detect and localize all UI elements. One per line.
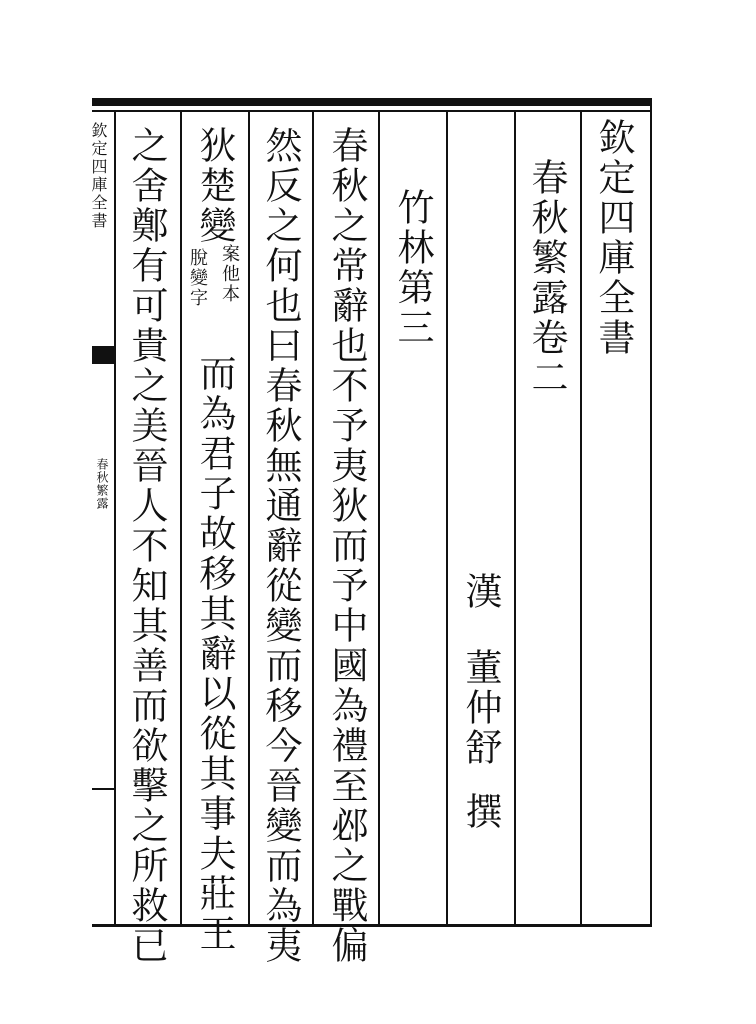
annotation-line: 案他本 [219, 244, 240, 304]
author-dynasty: 漢 [459, 572, 502, 612]
chapter-title: 竹林第三 [391, 188, 434, 348]
text-column: 春秋之常辭也不予夷狄而予中國為禮至邲之戰偏 [325, 126, 368, 966]
column-divider [312, 112, 314, 924]
author-role: 撰 [459, 792, 502, 832]
column-divider [248, 112, 250, 924]
fold-margin [89, 112, 114, 924]
bottom-border [92, 924, 652, 927]
column-divider [580, 112, 582, 924]
column-divider [114, 112, 116, 924]
annotation-line: 脫變字 [187, 248, 208, 308]
author-name: 董仲舒 [459, 648, 502, 768]
top-border-thick [92, 98, 652, 106]
fold-collection-title: 欽定四庫全書 [89, 122, 108, 230]
top-border-thin [92, 110, 652, 112]
column-divider [514, 112, 516, 924]
outer-frame-right [650, 98, 652, 927]
volume-title: 春秋繁露卷二 [525, 158, 568, 398]
text-column: 而為君子故移其辭以從其事夫莊王 [193, 354, 236, 954]
text-column: 狄楚變 [193, 126, 236, 246]
column-divider [180, 112, 182, 924]
column-divider [378, 112, 380, 924]
fold-fishtail-mark [92, 346, 114, 364]
collection-title: 欽定四庫全書 [592, 118, 635, 358]
fold-short-title: 春秋繁露 [95, 458, 109, 510]
fold-tick-mark [92, 788, 114, 790]
text-column: 然反之何也曰春秋無通辭從變而移今晉變而為夷 [259, 126, 302, 966]
text-column: 之舍鄭有可貴之美晉人不知其善而欲擊之所救已 [125, 126, 168, 966]
column-divider [446, 112, 448, 924]
